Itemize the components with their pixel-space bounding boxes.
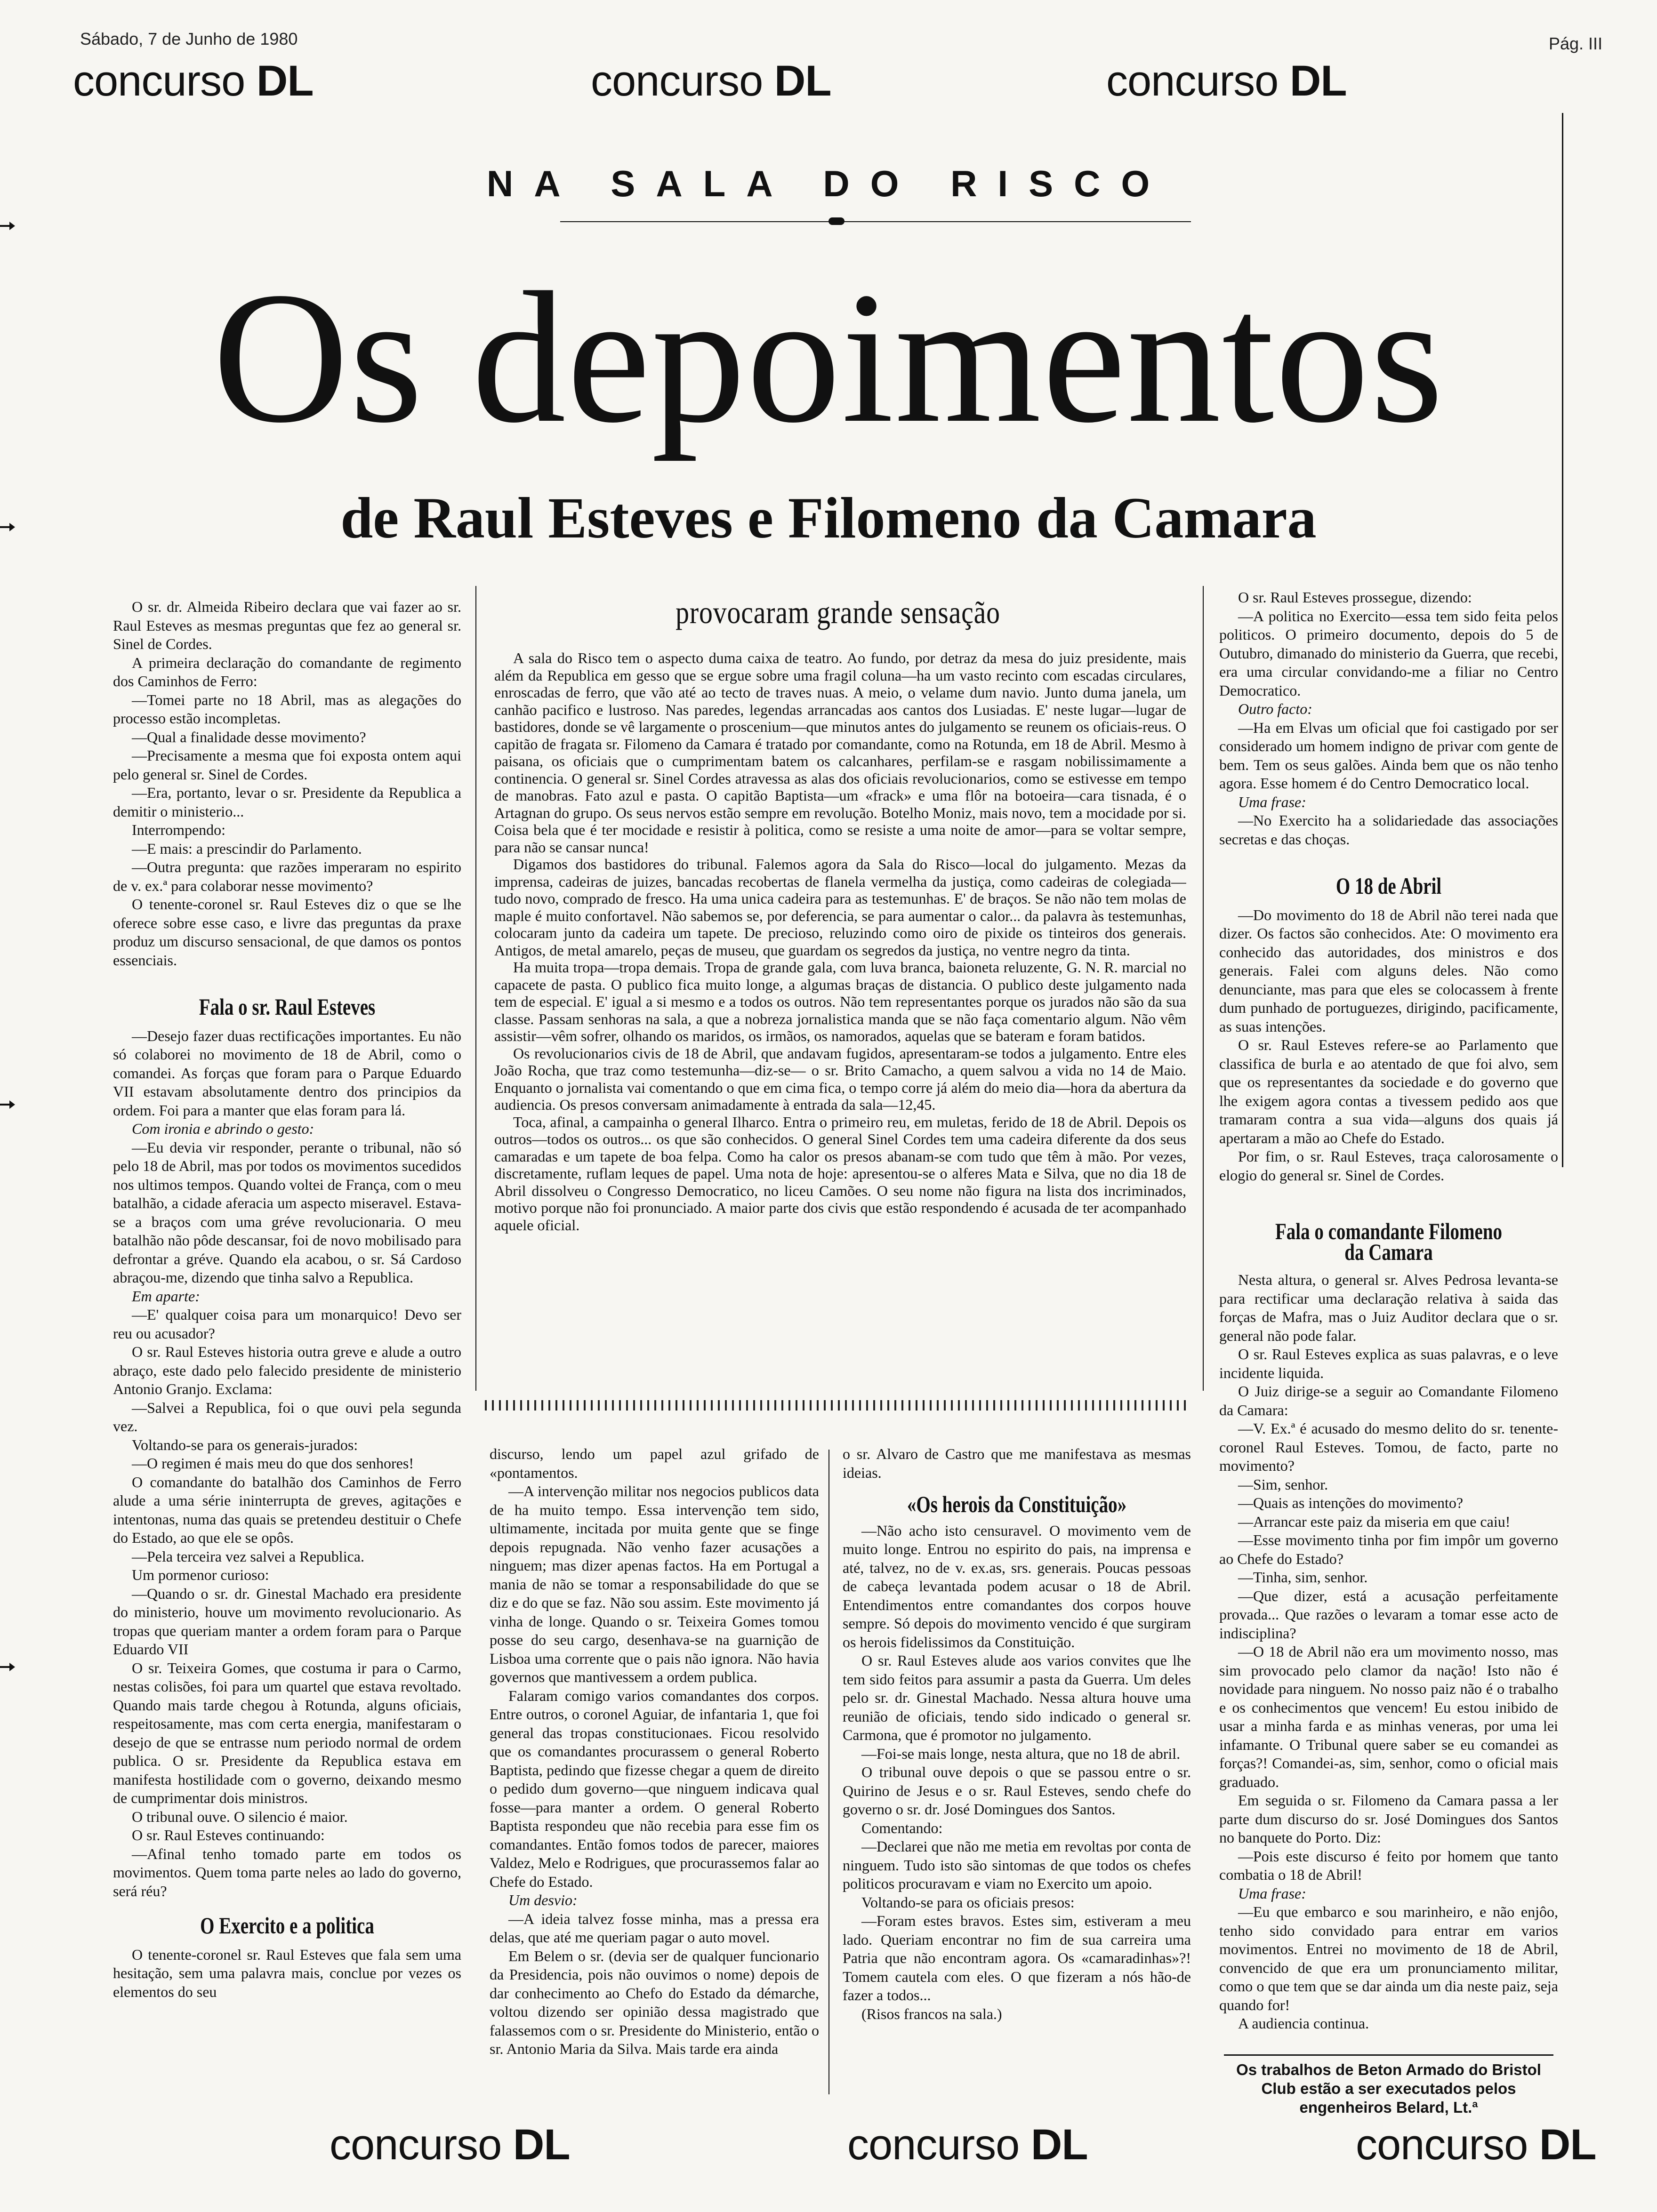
paragraph: O comandante do batalhão dos Caminhos de Ferro alude a uma série ininterrupta de greves, agitações e intentonas, numa das quais se pretendeu destituir o Chefe do Estado, ao que ele se opôs. xyxy=(113,1473,461,1546)
paragraph: —Quais as intenções do movimento? xyxy=(1238,1494,1464,1511)
column-rule xyxy=(1203,586,1204,1391)
paragraph: O sr. Raul Esteves alude aos varios convites que lhe tem sido feitos para assumir a pasta da Guerra. Um deles pelo sr. dr. Ginestal Machado. Nessa altura houve uma reunião de oficiais, tendo sido indicado o general sr. Carmona, que é promotor no julgamento. xyxy=(843,1652,1191,1743)
paragraph: —Eu devia vir responder, perante o tribunal, não só pelo 18 de Abril, mas por todos os movimentos sucedidos nos ultimos tempos. Quando voltei de França, com o meu batalhão, a cidade aferacia um aspecto miseravel. Estava-se a braços com uma gréve revolucionaria. O meu batalhão não pôde descansar, foi de novo mobilisado para defrontar a gréve. Quando ela acabou, o sr. Sá Cardoso abraçou-me, dizendo que tinha salvo a Republica. xyxy=(113,1138,461,1286)
paragraph: Um desvio: xyxy=(508,1891,578,1908)
paragraph: Em Belem o sr. (devia ser de qualquer funcionario da Presidencia, pois não ouvimos o nome) depois de dar conhecimento ao Chefo do Estado da démarche, voltou dizendo ser opinião dessa magistrado que falassemos com o sr. Presidente do Ministerio, então o sr. Antonio Maria da Silva. Mais tarde era ainda xyxy=(490,1947,819,2057)
column-2 xyxy=(490,1445,819,2094)
paragraph: Em seguida o sr. Filomeno da Camara passa a ler parte dum discurso do sr. José Domingues dos Santos no banquete do Porto. Diz: xyxy=(1219,1792,1558,1846)
paragraph: —Do movimento do 18 de Abril não terei nada que dizer. Os factos são conhecidos. Ate: O movimento era conhecido das autoridades, dos ministros e dos generais. Falei com alguns deles. Não como denunciante, mas para que eles se colocassem à frente dum punhado de portuguezes, dirigindo, pacificamente, as suas intenções. xyxy=(1219,906,1558,1035)
column-rule xyxy=(828,1450,829,2094)
tick-rule xyxy=(485,1400,1191,1411)
paragraph: —Qual a finalidade desse movimento? xyxy=(132,728,366,745)
paragraph: —Que dizer, está a acusação perfeitamente provada... Que razões o levaram a tomar esse acto de indisciplina? xyxy=(1219,1587,1558,1642)
paragraph: (Risos francos na sala.) xyxy=(861,2005,1002,2022)
subheadline: de Raul Esteves e Filomeno da Camara xyxy=(340,486,1317,550)
paragraph: O sr. Raul Esteves explica as suas palavras, e o leve incidente liquida. xyxy=(1219,1346,1558,1381)
paragraph: —Esse movimento tinha por fim impôr um governo ao Chefe do Estado? xyxy=(1219,1531,1558,1567)
paragraph: —A intervenção militar nos negocios publicos data de ha muito tempo. Essa intervenção tem sido, ultimamente, incitada por muita gente que se finge depois repugnada. Não venho fazer acusações a ninguem; mas dizer apenas factos. Ha em Portugal a mania de não se tomar a responsabilidade do que se diz e do que se faz. Não sou assim. Este movimento já vinha de longe. Quando o sr. Teixeira Gomes tomou posse do seu cargo, desenhava-se na guarnição de Lisboa uma corrente que o pais não ignora. Não havia governos que mantivessem a ordem publica. xyxy=(490,1483,819,1685)
paragraph: —Desejo fazer duas rectificações importantes. Eu não só colaborei no movimento de 18 de Abril, como o comandei. As forças que foram para o Parque Eduardo VII estavam absolutamente dentro dos principios da ordem. Foi para a manter que elas foram para lá. xyxy=(113,1027,461,1119)
brand-word: concurso xyxy=(1106,57,1279,105)
brand-logo xyxy=(847,2120,1088,2170)
paragraph: O sr. Raul Esteves historia outra greve e alude a outro abraço, este dado pelo falecido presidente de ministerio Antonio Granjo. Exclama: xyxy=(113,1343,461,1397)
issue-date: Sábado, 7 de Junho de 1980 xyxy=(80,29,298,48)
paragraph: —Outra pregunta: que razões imperaram no espirito de v. ex.ª para colaborar nesse movimento? xyxy=(113,858,461,894)
paragraph: —O regimen é mais meu do que dos senhores! xyxy=(132,1455,414,1472)
brand-logo xyxy=(591,56,831,106)
section-heading: O 18 de Abril xyxy=(1335,873,1442,899)
section-heading: «Os herois da Constituição» xyxy=(907,1491,1127,1517)
paragraph: Voltando-se para os oficiais presos: xyxy=(861,1893,1075,1911)
paragraph: O sr. dr. Almeida Ribeiro declara que vai fazer ao sr. Raul Esteves as mesmas preguntas que fez ao general sr. Sinel de Cordes. xyxy=(113,598,461,652)
ornament-rule xyxy=(560,221,1191,222)
paragraph: —Não acho isto censuravel. O movimento vem de muito longe. Entrou no espirito do pais, na imprensa e até, talvez, no de v. ex.as, srs. generais. Poucas pessoas de cabeça levantada podem acusar o 18 de Abril. Entendimentos entre comandantes dos corpos houve sempre. Só depois do movimento vencido é que surgiram os herois fidelissimos da Constituição. xyxy=(843,1522,1191,1651)
brand-mark: DL xyxy=(774,57,831,105)
paragraph: —Quando o sr. dr. Ginestal Machado era presidente do ministerio, houve um movimento revolucionario. As tropas que queriam manter a ordem foram para o Parque Eduardo VII xyxy=(113,1585,461,1658)
paragraph: Toca, afinal, a campainha o general Ilharco. Entra o primeiro reu, em muletas, ferido de 18 de Abril. Depois os outros—todos os outros... os que são conhecidos. O general Sinel Cordes tem uma cadeira diferente da dos seus camaradas e um tapete de boa felpa. Como ha calor os presos abanam-se com tudo que têm à mão. Por vezes, discretamente, ruflam leques de papel. Uma nota de hoje: apresentou-se o alferes Mata e Silva, que no dia 18 de Abril dissolveu o Congresso Democratico, no liceu Camões. O seu nome não figura na lista dos incriminados, motivo porque não foi pronunciado. A maior parte dos civis que estão respondendo é acusada de ter acompanhado aquele oficial. xyxy=(494,1113,1186,1234)
brand-word: concurso xyxy=(73,57,245,105)
brand-logo xyxy=(1356,2120,1596,2170)
margin-mark xyxy=(0,1666,12,1668)
paragraph: O sr. Raul Esteves prossegue, dizendo: xyxy=(1238,589,1472,606)
paragraph: —A ideia talvez fosse minha, mas a pressa era delas, que até me queriam pagar o auto movel. xyxy=(490,1910,819,1946)
paragraph: Nesta altura, o general sr. Alves Pedrosa levanta-se para rectificar uma declaração relativa à saida das forças de Mafra, mas o Juiz Auditor declara que o sr. general não pode falar. xyxy=(1219,1271,1558,1344)
paragraph: —Declarei que não me metia em revoltas por conta de ninguem. Tudo isto são sintomas de que todos os chefes politicos procuravam e viam no Exercito um apoio. xyxy=(843,1838,1191,1892)
brand-mark: DL xyxy=(256,57,314,105)
paragraph: —Sim, senhor. xyxy=(1238,1475,1328,1493)
paragraph: —Era, portanto, levar o sr. Presidente da Republica a demitir o ministerio... xyxy=(113,784,461,820)
page-number: Pág. III xyxy=(1549,34,1603,53)
column-rule xyxy=(475,586,476,1391)
paragraph: O sr. Raul Esteves refere-se ao Parlamento que classifica de burla e ao atentado de que foi alvo, sem que os representantes da sociedade e do governo que lhe exigem agora contas a tivessem pedido aos que tramaram contra a sua vida—alguns dos quais já apertaram a mão ao Chefe do Estado. xyxy=(1219,1036,1558,1146)
paragraph: Os revolucionarios civis de 18 de Abril, que andavam fugidos, apresentaram-se todos a julgamento. Entre eles João Rocha, que traz como testemunha—diz-se— o sr. Brito Camacho, a quem salvou a vida no 14 de Maio. Enquanto o jornalista vai comentando o que em cima fica, o tempo corre já além do meio dia—hora da abertura da audiencia. Os presos conversam animadamente à entrada da sala—12,45. xyxy=(494,1044,1186,1113)
paragraph: —A politica no Exercito—essa tem sido feita pelos politicos. O primeiro documento, depois do 5 de Outubro, dimanado do ministerio da Guerra, que recebi, era uma circular convidando-me a filiar no Centro Democratico. xyxy=(1219,607,1558,699)
paragraph: Uma frase: xyxy=(1238,793,1306,810)
box-rule xyxy=(1224,2054,1553,2056)
paragraph: —Salvei a Republica, foi o que ouvi pela segunda vez. xyxy=(113,1399,461,1435)
paragraph: —V. Ex.ª é acusado do mesmo delito do sr. tenente-coronel Raul Esteves. Tomou, de facto, parte no movimento? xyxy=(1219,1420,1558,1474)
paragraph: A primeira declaração do comandante de regimento dos Caminhos de Ferro: xyxy=(113,654,461,689)
margin-mark xyxy=(0,1104,12,1106)
paragraph: —Foi-se mais longe, nesta altura, que no 18 de abril. xyxy=(861,1745,1181,1762)
paragraph: —No Exercito ha a solidariedade das associações secretas e das choças. xyxy=(1219,812,1558,848)
paragraph: Digamos dos bastidores do tribunal. Falemos agora da Sala do Risco—local do julgamento. Mezas da imprensa, cadeiras de juizes, bancadas recobertas de flanela vermelha da justiça, como cadeiras de colegiada—tudo novo, comprado de fresco. Ha uma unica cadeira para as testemunhas. E' de braços. Se não não tem molas de maple é muito confortavel. Não sabemos se, por deferencia, se para aumentar o calor... da palavra às testemunhas, colocaram junto da cadeira um tapete. De precioso, reluzindo como oiro de pixide os tinteiros dos generais. Antigos, de metal amarelo, peças de museu, que guardam os segredos da justiça, no ventre negro da tinta. xyxy=(494,856,1186,959)
kicker: NA SALA DO RISCO xyxy=(486,163,1171,204)
paragraph: A audiencia continua. xyxy=(1238,2015,1369,2032)
brand-logo xyxy=(330,2120,570,2170)
paragraph: discurso, lendo um papel azul grifado de «pontamentos. xyxy=(490,1445,819,1481)
section-heading: Fala o sr. Raul Esteves xyxy=(199,994,376,1020)
paragraph: —E mais: a prescindir do Parlamento. xyxy=(132,840,362,857)
paragraph: —O 18 de Abril não era um movimento nosso, mas sim provocado pelo clamor da nação! Isto não é novidade para ninguem. No nosso paiz não é o trabalho e os conhecimentos que vencem! Eu estou inibido de usar a minha farda e as minhas veneras, por uma lei infamante. O Tribunal quere saber se eu comandei as forças?! Comandei-as, sim, senhor, como o oficial mais graduado. xyxy=(1219,1643,1558,1790)
column-3 xyxy=(843,1445,1191,2094)
paragraph: —Tomei parte no 18 Abril, mas as alegações do processo estão incompletas. xyxy=(113,691,461,727)
section-heading: O Exercito e a politica xyxy=(200,1912,374,1939)
column-1 xyxy=(113,598,461,2094)
paragraph: O Juiz dirige-se a seguir ao Comandante Filomeno da Camara: xyxy=(1219,1383,1558,1419)
paragraph: Interrompendo: xyxy=(132,821,226,838)
paragraph: —Ha em Elvas um oficial que foi castigado por ser considerado um homem indigno de privar com gente de bem. Tem os seus galões. Ainda bem que os não tenho agora. Esse homem é do Centro Democratico local. xyxy=(1219,719,1558,792)
brand-mark: DL xyxy=(1289,57,1347,105)
brand-mark: DL xyxy=(513,2121,570,2169)
brand-logo xyxy=(73,56,314,106)
brand-mark: DL xyxy=(1030,2121,1088,2169)
paragraph: —Precisamente a mesma que foi exposta ontem aqui pelo general sr. Sinel de Cordes. xyxy=(113,747,461,783)
paragraph: o sr. Alvaro de Castro que me manifestava as mesmas ideias. xyxy=(843,1445,1191,1481)
paragraph: O tribunal ouve depois o que se passou entre o sr. Quirino de Jesus e o sr. Raul Esteves, sendo chefe do governo o sr. dr. José Domingues dos Santos. xyxy=(843,1763,1191,1818)
paragraph: Outro facto: xyxy=(1238,700,1312,717)
column-4 xyxy=(1219,588,1558,2052)
brand-word: concurso xyxy=(330,2121,502,2169)
paragraph: Ha muita tropa—tropa demais. Tropa de grande gala, com luva branca, baioneta reluzente, G. N. R. marcial no capacete de pasta. O publico fica muito longe, a algumas braças de distancia. O publico deste julgamento nada tem de especial. E' igual a si mesmo e a todos os outros. Não tem representantes porque os jurados não são da sua classe. Passam senhoras na sala, a que a nobreza jornalistica manda que se não faça comentario algum. Não vêm assistir—vêm sofrer, olhando os maridos, os irmãos, os namorados, aquelas que se bateram e foram batidos. xyxy=(494,959,1186,1044)
paragraph: —Pela terceira vez salvei a Republica. xyxy=(132,1547,364,1565)
paragraph: Uma frase: xyxy=(1238,1884,1306,1902)
paragraph: Comentando: xyxy=(861,1819,943,1836)
headline: Os depoimentos xyxy=(212,253,1445,462)
paragraph: O tenente-coronel sr. Raul Esteves diz o que se lhe oferece sobre esse caso, e livre das preguntas da praxe produz um discurso sensacional, de que damos os pontos essenciais. xyxy=(113,896,461,969)
center-story xyxy=(494,649,1186,1393)
deck-heading: provocaram grande sensação xyxy=(676,594,1000,630)
paragraph: —E' qualquer coisa para um monarquico! Devo ser reu ou acusador? xyxy=(113,1306,461,1342)
paragraph: —Arrancar este paiz da miseria em que caiu! xyxy=(1238,1513,1511,1530)
paragraph: —Pois este discurso é feito por homem que tanto combatia o 18 de Abril! xyxy=(1219,1847,1558,1883)
paragraph: —Foram estes bravos. Estes sim, estiveram a meu lado. Queriam encontrar no fim de sua carreira uma Patria que não encontram agora. Os «camaradinhas»?! Tomem cautela com eles. O que fizeram a nós hão-de fazer a todos... xyxy=(843,1912,1191,2004)
paragraph: O sr. Teixeira Gomes, que costuma ir para o Carmo, nestas colisões, foi para um quartel que estava revoltado. Quando mais tarde chegou à Rotunda, alguns oficiais, respeitosamente, mas com certa energia, manifestaram o desejo de que se entrasse num periodo normal de ordem publica. O sr. Presidente da Republica estava em manifesta hostilidade com o governo, deixando mesmo de cumprimentar dois ministros. xyxy=(113,1659,461,1806)
margin-mark xyxy=(0,225,12,227)
paragraph: Com ironia e abrindo o gesto: xyxy=(132,1120,314,1137)
brand-logo xyxy=(1106,56,1347,106)
paragraph: Um pormenor curioso: xyxy=(132,1566,269,1583)
paragraph: —Afinal tenho tomado parte em todos os movimentos. Quem toma parte neles ao lado do governo, será réu? xyxy=(113,1845,461,1899)
section-heading: da Camara xyxy=(1344,1238,1433,1265)
brand-word: concurso xyxy=(1356,2121,1528,2169)
paragraph: Em aparte: xyxy=(132,1287,200,1305)
paragraph: —Tinha, sim, senhor. xyxy=(1238,1569,1368,1586)
paragraph: Falaram comigo varios comandantes dos corpos. Entre outros, o coronel Aguiar, de infantaria 1, que foi general das tropas constitucionaes. Ficou resolvido que os comandantes procurassem o general Roberto Baptista, pedindo que fizesse chegar a quem de direito o pedido dum governo—que ninguem indicava qual fosse—para manter a ordem. O general Roberto Baptista respondeu que não recebia para esse fim os comandantes. Então fomos todos de parecer, maiores Valdez, Melo e Rodrigues, que procurassemos falar ao Chefe do Estado. xyxy=(490,1687,819,1890)
brand-mark: DL xyxy=(1539,2121,1596,2169)
brand-word: concurso xyxy=(591,57,763,105)
brand-word: concurso xyxy=(847,2121,1020,2169)
paragraph: O tenente-coronel sr. Raul Esteves que fala sem uma hesitação, sem uma palavra mais, conclue por vezes os elementos do seu xyxy=(113,1946,461,2000)
section-heading: Fala o comandante Filomeno xyxy=(1275,1218,1503,1244)
paragraph: —Eu que embarco e sou marinheiro, e não enjôo, tenho sido convidado para entrar em varios movimentos. Entrei no movimento de 18 de Abril, convencido de que era um pronunciamento militar, como o que tem que se dar ainda um dia neste paiz, seja quando for! xyxy=(1219,1903,1558,2013)
paragraph: Voltando-se para os generais-jurados: xyxy=(132,1436,358,1453)
paragraph: A sala do Risco tem o aspecto duma caixa de teatro. Ao fundo, por detraz da mesa do juiz presidente, mais além da Republica em gesso que se ergue sobre uma fragil coluna—ha um vasto recinto com escadas circulares, enroscadas de ferro, que vão até ao tecto de traves nuas. A meio, o velame dum navio. Junto duma janela, um canhão pacifico e lustroso. Nas paredes, legendas arrancadas aos cantos dos Lusiadas. E' neste lugar—lugar de bastidores, donde se vê largamente o proscenium—que minutos antes do julgamento se reunem os oficiais-reus. O capitão de fragata sr. Filomeno da Camara é tratado por comandante, como na Rotunda, em 18 de Abril. Mesmo à paisana, os oficiais que o cumprimentam batem os calcanhares, perfilam-se e rasgam nobilissimamente a continencia. O general sr. Sinel Cordes atravessa as alas dos oficiais revolucionarios, como se estivesse em tempo de manobras. Fato azul e pasta. O capitão Baptista—um «frack» e uma flôr na botoeira—cara tisnada, é o Artagnan do grupo. Os seus nervos estão sempre em revolução. Botelho Moniz, mais novo, tem a mocidade por si. Coisa bela que é ter mocidade e resistir à politica, como se resiste a uma noite de amor—para se voltar sempre, para não se cansar nunca! xyxy=(494,649,1186,856)
ornament-dot xyxy=(828,217,845,225)
paragraph: Por fim, o sr. Raul Esteves, traça calorosamente o elogio do general sr. Sinel de Cordes. xyxy=(1219,1148,1558,1184)
paragraph: O tribunal ouve. O silencio é maior. xyxy=(132,1808,348,1825)
notice-box: Os trabalhos de Beton Armado do Bristol Club estão a ser executados pelos engenheiros Belard, Lt.ª xyxy=(1236,2061,1541,2116)
paragraph: O sr. Raul Esteves continuando: xyxy=(132,1827,325,1843)
